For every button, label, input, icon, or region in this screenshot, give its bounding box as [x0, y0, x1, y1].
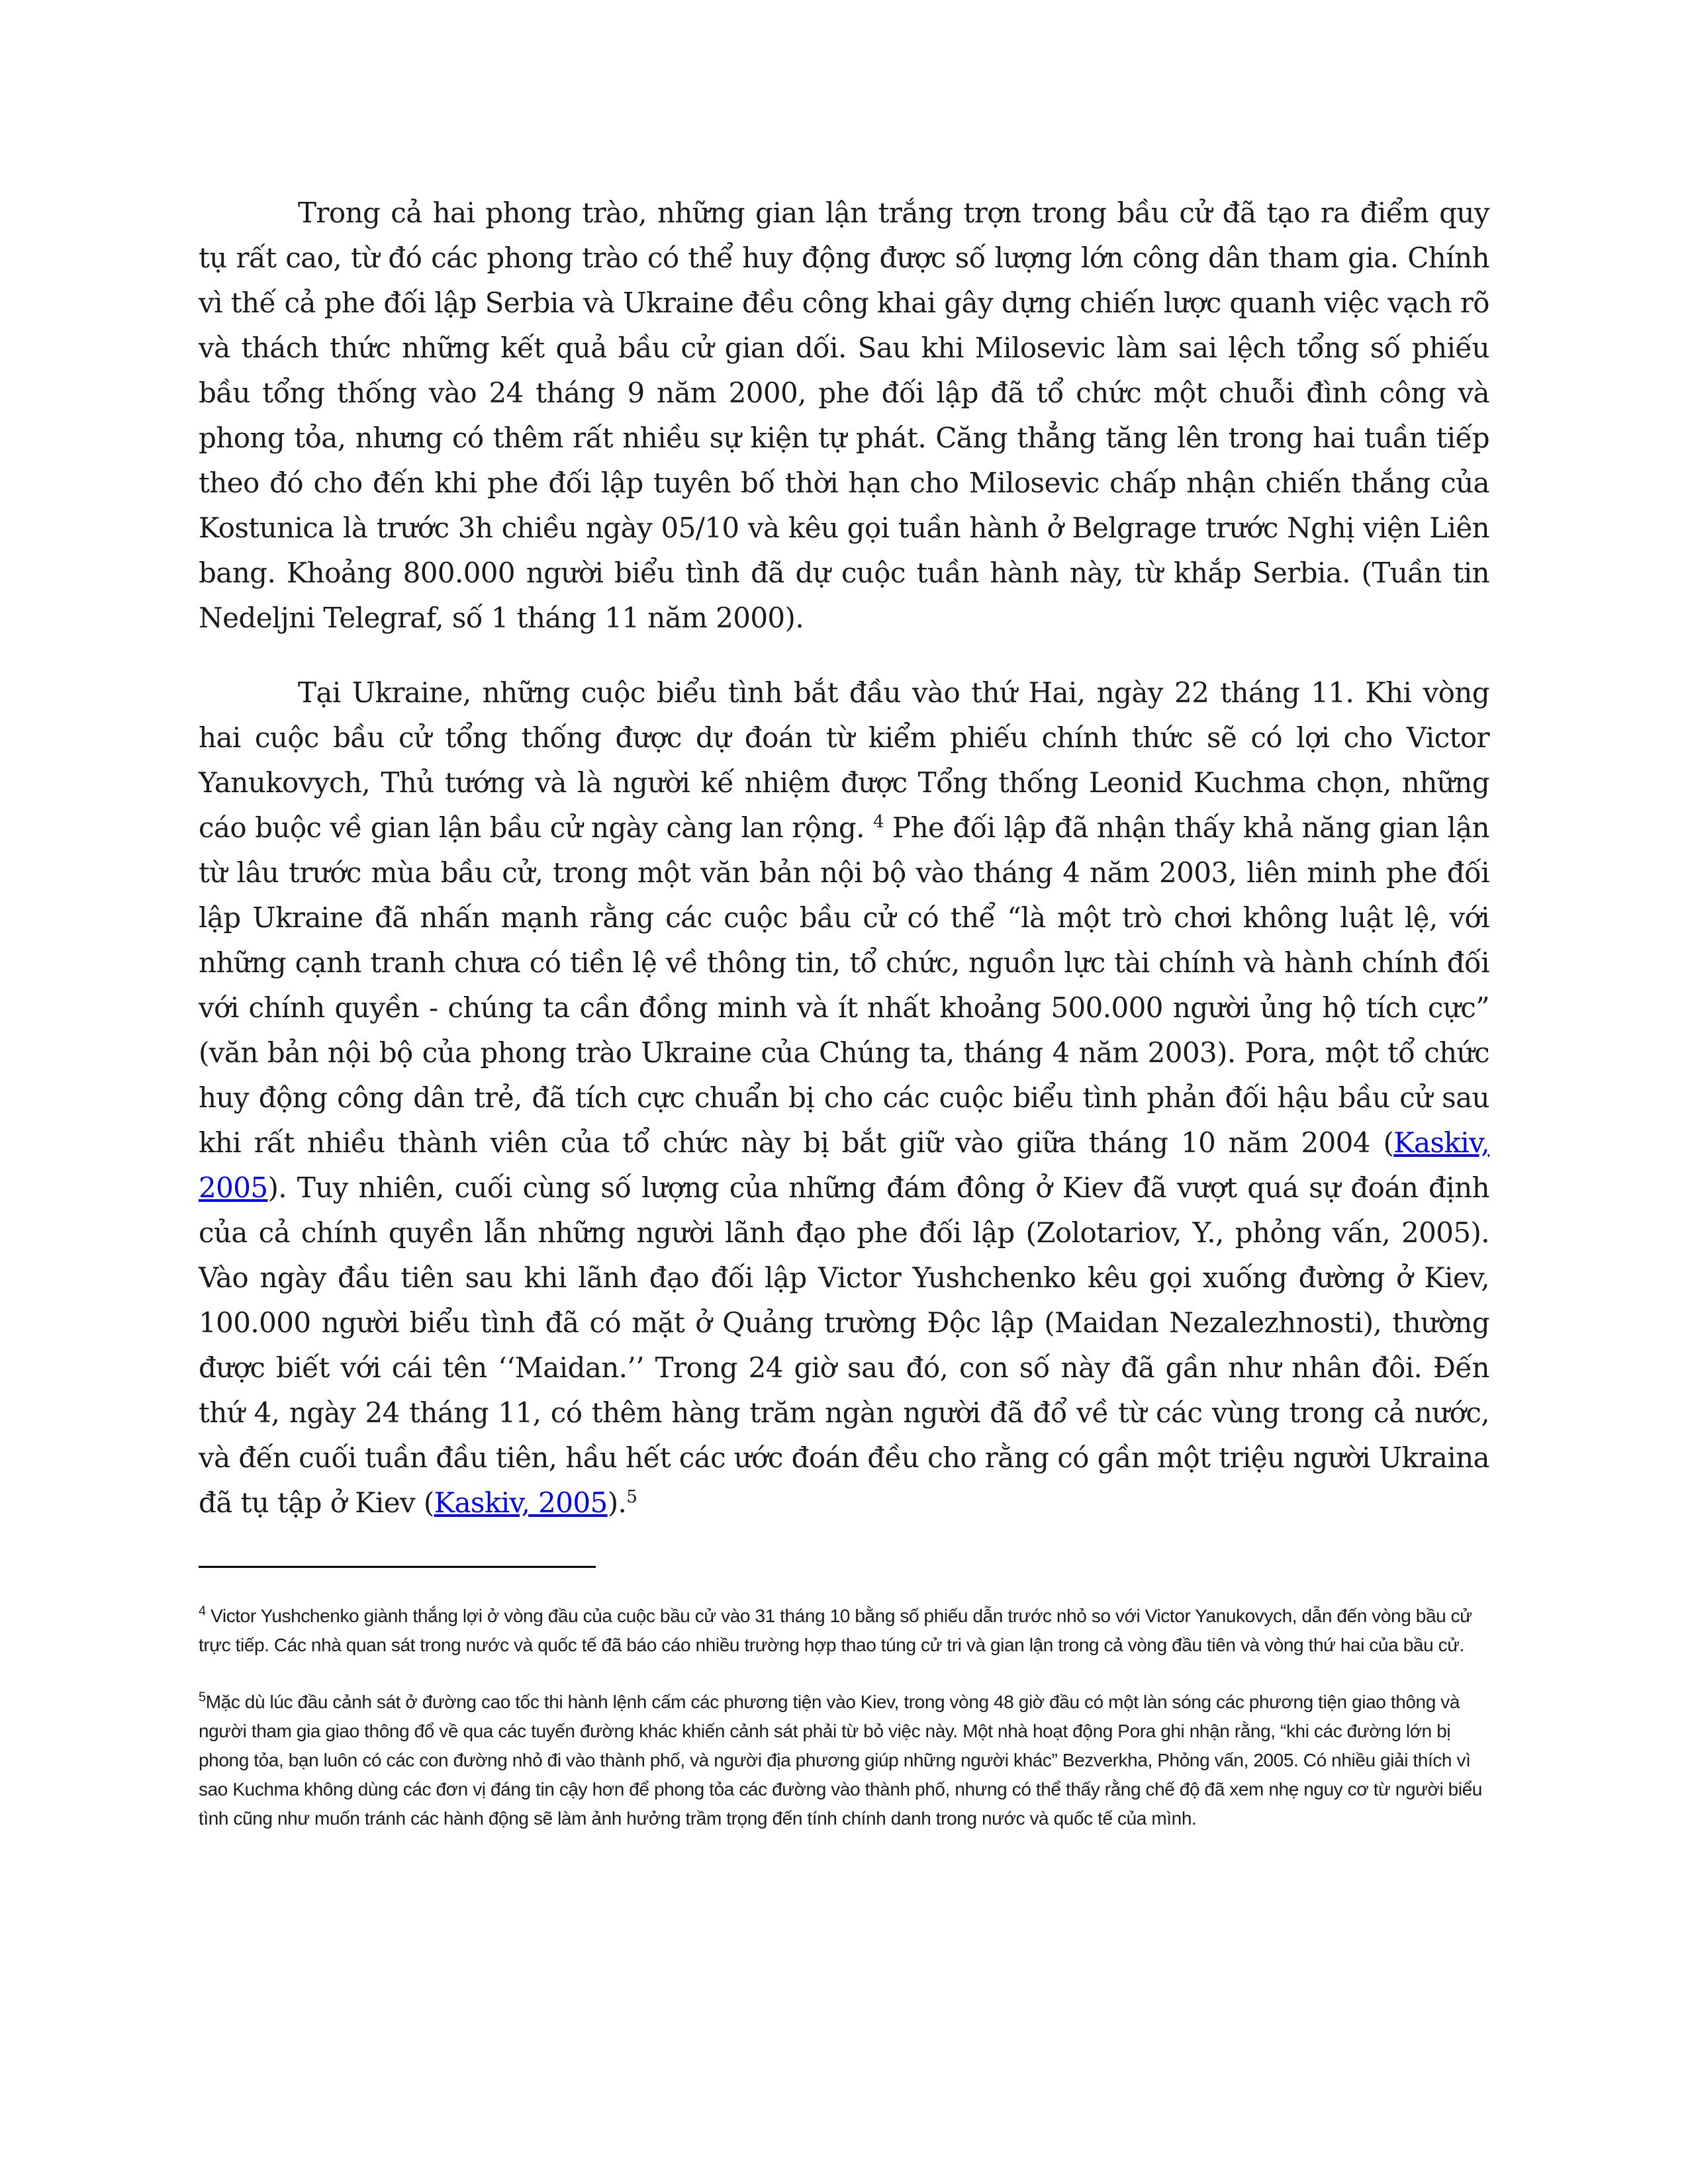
- footnote-4: [199, 1602, 1489, 1660]
- footnote-5-mark: 5: [199, 1690, 206, 1705]
- paragraph-ukraine-part-a: Tại Ukraine, những cuộc biểu tình bắt đầu vào thứ Hai, ngày 22 tháng 11. Khi vòng hai cuộc bầu cử tổng thống được dự đoán từ kiểm phiếu chính thức sẽ có lợi cho Victor Yanukovych, Thủ tướng và là người kế nhiệm được Tổng thống Leonid Kuchma chọn, những cáo buộc về gian lận bầu cử ngày càng lan rộng.: [199, 676, 1489, 844]
- footnote-5-text: Mặc dù lúc đầu cảnh sát ở đường cao tốc thi hành lệnh cấm các phương tiện vào Kiev, trong vòng 48 giờ đầu có một làn sóng các phương tiện giao thông và người tham gia giao thông đổ về qua các tuyến đường khác khiến cảnh sát phải từ bỏ việc này. Một nhà hoạt động Pora ghi nhận rằng, “khi các đường lớn bị phong tỏa, bạn luôn có các con đường nhỏ đi vào thành phố, và người địa phương giúp những người khác” Bezverkha, Phỏng vấn, 2005. Có nhiều giải thích vì sao Kuchma không dùng các đơn vị đáng tin cậy hơn để phong tỏa các đường vào thành phố, nhưng có thể thấy rằng chế độ đã xem nhẹ nguy cơ từ người biểu tình cũng như muốn tránh các hành động sẽ làm ảnh hưởng trầm trọng đến tính chính danh trong nước và quốc tế của mình.: [199, 1692, 1482, 1829]
- footnote-separator: [199, 1566, 596, 1568]
- footnotes: [199, 1602, 1489, 1861]
- paragraph-ukraine-part-b: Phe đối lập đã nhận thấy khả năng gian lận từ lâu trước mùa bầu cử, trong một văn bản nội bộ vào tháng 4 năm 2003, liên minh phe đối lập Ukraine đã nhấn mạnh rằng các cuộc bầu cử có thể “là một trò chơi không luật lệ, với những cạnh tranh chưa có tiền lệ về thông tin, tổ chức, nguồn lực tài chính và hành chính đối với chính quyền - chúng ta cần đồng minh và ít nhất khoảng 500.000 người ủng hộ tích cực” (văn bản nội bộ của phong trào Ukraine của Chúng ta, tháng 4 năm 2003). Pora, một tổ chức huy động công dân trẻ, đã tích cực chuẩn bị cho các cuộc biểu tình phản đối hậu bầu cử sau khi rất nhiều thành viên của tổ chức này bị bắt giữ vào giữa tháng 10 năm 2004 (: [199, 811, 1490, 1159]
- citation-link-kaskiv-2[interactable]: Kaskiv, 2005: [434, 1486, 608, 1519]
- footnote-4-mark: 4: [199, 1604, 206, 1619]
- footnote-ref-4[interactable]: 4: [872, 812, 884, 832]
- footnote-4-text: Victor Yushchenko giành thắng lợi ở vòng đầu của cuộc bầu cử vào 31 tháng 10 bằng số phiếu dẫn trước nhỏ so với Victor Yanukovych, dẫn đến vòng bầu cử trực tiếp. Các nhà quan sát trong nước và quốc tế đã báo cáo nhiều trường hợp thao túng cử tri và gian lận trong cả vòng đầu tiên và vòng thứ hai của bầu cử.: [199, 1606, 1472, 1655]
- footnote-ref-5[interactable]: 5: [626, 1487, 637, 1507]
- citation-link-kaskiv-1[interactable]: Kaskiv, 2005: [199, 1126, 1489, 1204]
- paragraph-ukraine-part-d: ).: [607, 1486, 627, 1519]
- paragraph-ukraine-part-c: ). Tuy nhiên, cuối cùng số lượng của những đám đông ở Kiev đã vượt quá sự đoán định của cả chính quyền lẫn những người lãnh đạo phe đối lập (Zolotariov, Y., phỏng vấn, 2005). Vào ngày đầu tiên sau khi lãnh đạo đối lập Victor Yushchenko kêu gọi xuống đường ở Kiev, 100.000 người biểu tình đã có mặt ở Quảng trường Độc lập (Maidan Nezalezhnosti), thường được biết với cái tên ‘‘Maidan.’’ Trong 24 giờ sau đó, con số này đã gần như nhân đôi. Đến thứ 4, ngày 24 tháng 11, có thêm hàng trăm ngàn người đã đổ về từ các vùng trong cả nước, và đến cuối tuần đầu tiên, hầu hết các ước đoán đều cho rằng có gần một triệu người Ukraina đã tụ tập ở Kiev (: [199, 1171, 1489, 1519]
- main-text: [199, 191, 1489, 1555]
- footnote-5: [199, 1688, 1489, 1833]
- paragraph-ukraine: [199, 670, 1489, 1525]
- paragraph-serbia: Trong cả hai phong trào, những gian lận trắng trợn trong bầu cử đã tạo ra điểm quy tụ rất cao, từ đó các phong trào có thể huy động được số lượng lớn công dân tham gia. Chính vì thế cả phe đối lập Serbia và Ukraine đều công khai gây dựng chiến lược quanh việc vạch rõ và thách thức những kết quả bầu cử gian dối. Sau khi Milosevic làm sai lệch tổng số phiếu bầu tổng thống vào 24 tháng 9 năm 2000, phe đối lập đã tổ chức một chuỗi đình công và phong tỏa, nhưng có thêm rất nhiều sự kiện tự phát. Căng thẳng tăng lên trong hai tuần tiếp theo đó cho đến khi phe đối lập tuyên bố thời hạn cho Milosevic chấp nhận chiến thắng của Kostunica là trước 3h chiều ngày 05/10 và kêu gọi tuần hành ở Belgrage trước Nghị viện Liên bang. Khoảng 800.000 người biểu tình đã dự cuộc tuần hành này, từ khắp Serbia. (Tuần tin Nedeljni Telegraf, số 1 tháng 11 năm 2000).: [199, 197, 1489, 634]
